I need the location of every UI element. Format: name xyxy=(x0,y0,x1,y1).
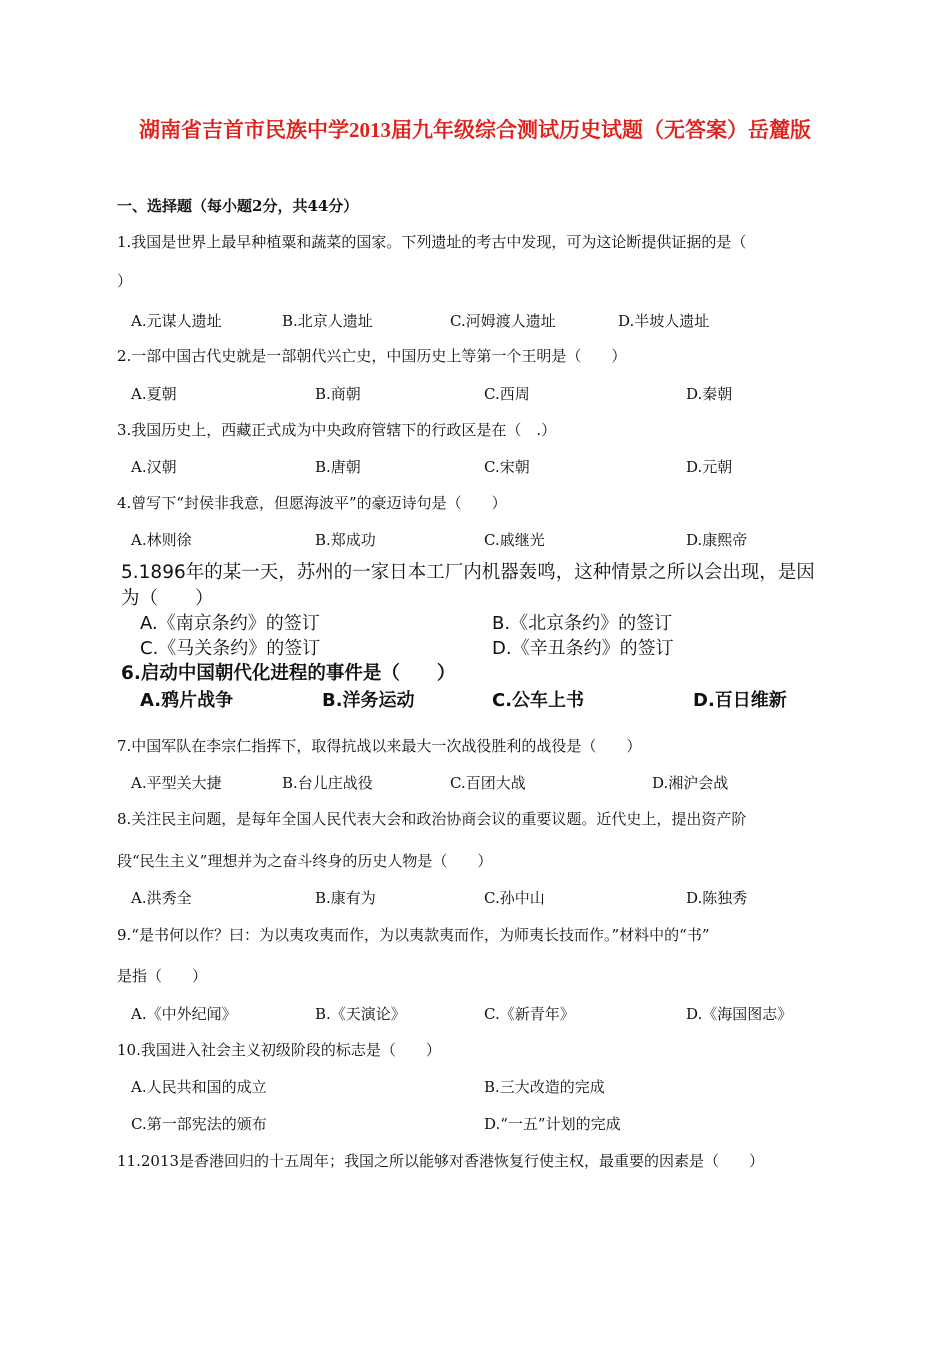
question-1-option-d: D.半坡人遗址 xyxy=(618,312,710,330)
section-heading: 一、选择题（每小题2分，共44分） xyxy=(117,197,359,215)
question-2-option-b: B.商朝 xyxy=(315,385,361,403)
question-6-option-a: A.鸦片战争 xyxy=(140,690,234,711)
question-2-stem: 2.一部中国古代史就是一部朝代兴亡史，中国历史上等第一个王明是（ ） xyxy=(117,347,627,365)
question-9-stem-cont: 是指（ ） xyxy=(117,967,208,985)
question-6-option-b: B.洋务运动 xyxy=(322,690,415,711)
question-7-option-c: C.百团大战 xyxy=(450,774,526,792)
question-3-option-d: D.元朝 xyxy=(686,458,733,476)
question-3-option-c: C.宋朝 xyxy=(484,458,530,476)
question-4-option-d: D.康熙帝 xyxy=(686,531,748,549)
question-1-stem-cont: ） xyxy=(117,272,133,290)
question-5-stem: 5.1896年的某一天，苏州的一家日本工厂内机器轰鸣，这种情景之所以会出现，是因 xyxy=(121,562,815,583)
question-10-option-a: A.人民共和国的成立 xyxy=(131,1078,267,1096)
question-5-option-d: D.《辛丑条约》的签订 xyxy=(492,638,674,659)
question-5-option-b: B.《北京条约》的签订 xyxy=(492,613,673,634)
question-8-option-c: C.孙中山 xyxy=(484,889,545,907)
question-6-option-c: C.公车上书 xyxy=(492,690,585,711)
question-6-option-d: D.百日维新 xyxy=(693,690,787,711)
question-4-option-a: A.林则徐 xyxy=(131,531,192,549)
question-1-stem: 1.我国是世界上最早种植粟和蔬菜的国家。下列遗址的考古中发现，可为这论断提供证据的是（ xyxy=(117,233,747,251)
question-7-stem: 7.中国军队在李宗仁指挥下，取得抗战以来最大一次战役胜利的战役是（ ） xyxy=(117,737,642,755)
question-8-option-b: B.康有为 xyxy=(315,889,376,907)
question-4-option-b: B.郑成功 xyxy=(315,531,376,549)
question-6-stem: 6.启动中国朝代化进程的事件是（ ） xyxy=(121,663,456,684)
question-5-option-c: C.《马关条约》的签订 xyxy=(140,638,321,659)
question-9-option-d: D.《海国图志》 xyxy=(686,1005,793,1023)
question-8-option-d: D.陈独秀 xyxy=(686,889,748,907)
question-9-option-c: C.《新青年》 xyxy=(484,1005,575,1023)
question-5-stem-cont: 为（ ） xyxy=(121,588,214,609)
question-8-stem: 8.关注民主问题，是每年全国人民代表大会和政治协商会议的重要议题。近代史上，提出资产阶 xyxy=(117,810,747,828)
question-2-option-a: A.夏朝 xyxy=(131,385,177,403)
question-2-option-d: D.秦朝 xyxy=(686,385,733,403)
question-9-option-a: A.《中外纪闻》 xyxy=(131,1005,237,1023)
question-7-option-b: B.台儿庄战役 xyxy=(282,774,373,792)
question-1-option-c: C.河姆渡人遗址 xyxy=(450,312,556,330)
question-1-option-b: B.北京人遗址 xyxy=(282,312,373,330)
question-10-stem: 10.我国进入社会主义初级阶段的标志是（ ） xyxy=(117,1041,441,1059)
question-9-option-b: B.《天演论》 xyxy=(315,1005,406,1023)
question-7-option-d: D.湘沪会战 xyxy=(652,774,729,792)
question-3-option-b: B.唐朝 xyxy=(315,458,361,476)
question-4-option-c: C.戚继光 xyxy=(484,531,545,549)
question-4-stem: 4.曾写下“封侯非我意，但愿海波平”的豪迈诗句是（ ） xyxy=(117,494,507,512)
question-7-option-a: A.平型关大捷 xyxy=(131,774,222,792)
question-9-stem: 9.“是书何以作？曰：为以夷攻夷而作，为以夷款夷而作，为师夷长技而作。”材料中的“书” xyxy=(117,926,710,944)
question-8-stem-cont: 段“民生主义”理想并为之奋斗终身的历史人物是（ ） xyxy=(117,852,493,870)
question-2-option-c: C.西周 xyxy=(484,385,530,403)
question-10-option-c: C.第一部宪法的颁布 xyxy=(131,1115,267,1133)
question-3-stem: 3.我国历史上，西藏正式成为中央政府管辖下的行政区是在（ .） xyxy=(117,421,557,439)
question-11-stem: 11.2013是香港回归的十五周年；我国之所以能够对香港恢复行使主权，最重要的因素是（ ） xyxy=(117,1152,765,1170)
question-5-option-a: A.《南京条约》的签订 xyxy=(140,613,320,634)
page-title: 湖南省吉首市民族中学2013届九年级综合测试历史试题（无答案）岳麓版 xyxy=(139,118,811,142)
question-8-option-a: A.洪秀全 xyxy=(131,889,192,907)
question-3-option-a: A.汉朝 xyxy=(131,458,177,476)
question-10-option-d: D.“一五”计划的完成 xyxy=(484,1115,621,1133)
question-1-option-a: A.元谋人遗址 xyxy=(131,312,222,330)
question-10-option-b: B.三大改造的完成 xyxy=(484,1078,605,1096)
